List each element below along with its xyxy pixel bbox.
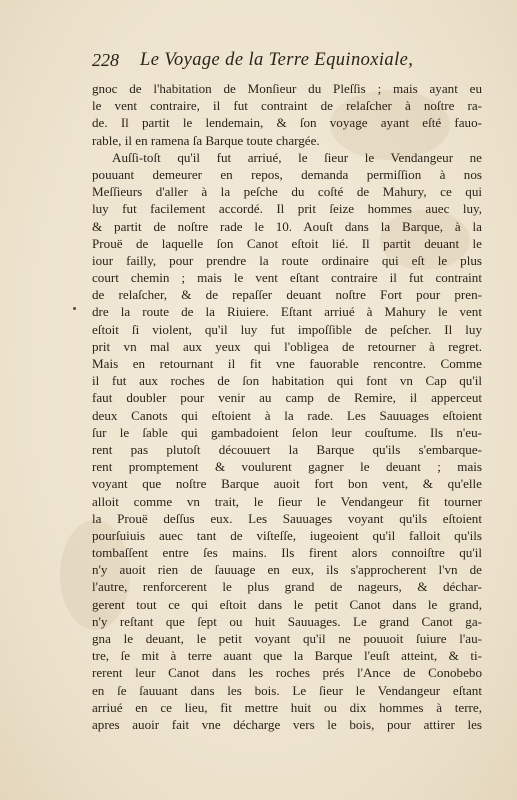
text-line: & partit de noſtre rade le 10. Aouſt dans la Barque, à la xyxy=(92,218,482,234)
text-line: le vent contraire, il fut contraint de relaſcher à noſtre ra- xyxy=(92,98,482,114)
text-line: ſur le ſable qui gambadoient ſelon leur couſtume. Ils n'eu- xyxy=(92,424,482,440)
text-line: eſtoit ſi violent, qu'il luy fut impoſſible de peſcher. Il luy xyxy=(92,321,482,337)
text-line: rerent leur Canot dans les roches prés l'Ance de Conobebo xyxy=(92,665,482,681)
text-line: apres auoir fait vne décharge vers le bois, pour attirer les xyxy=(92,716,482,732)
text-line: Prouë de laquelle ſon Canot eſtoit lié. Il partit deuant le xyxy=(92,235,482,251)
text-line: prit vn mal aux yeux qui l'obligea de retourner à regret. xyxy=(92,338,482,354)
text-line: Auſſi-toſt qu'il fut arriué, le ſieur le Vendangeur ne xyxy=(112,149,482,165)
page-header xyxy=(92,50,492,76)
text-line: n'y auoit rien de ſauuage en eux, ils s'approcherent l'vn de xyxy=(92,562,482,578)
text-line: rent promptement & voulurent gagner le deuant ; mais xyxy=(92,459,482,475)
text-line: luy fut facilement accordé. Il prit ſeize hommes auec luy, xyxy=(92,201,482,217)
text-line: il fut aux roches de ſon habitation qui font vn Cap qu'il xyxy=(92,373,482,389)
text-line: court chemin ; mais le vent eſtant contraire il fut contraint xyxy=(92,270,482,286)
text-line: en ſe ſauuant dans les bois. Le ſieur le Vendangeur eſtant xyxy=(92,682,482,698)
body-text xyxy=(92,80,482,733)
margin-mark xyxy=(73,307,76,310)
text-line: la Prouë deſſus eux. Les Sauuages voyant qu'ils eſtoient xyxy=(92,510,482,526)
text-line: deux Canots qui eſtoient à la rade. Les Sauuages eſtoient xyxy=(92,407,482,423)
text-line: rable, il en ramena ſa Barque toute chargée. xyxy=(92,132,320,148)
text-line: Mais en retournant il fit vne fauorable rencontre. Comme xyxy=(92,356,482,371)
text-line: n'y reſtant que ſept ou huit Sauuages. Le grand Canot ga- xyxy=(92,613,482,629)
text-line: alloit comme vn trait, le ſieur le Vendangeur fit tourner xyxy=(92,493,482,509)
text-line: de relaſcher, & de repaſſer deuant noſtre Fort pour pren- xyxy=(92,287,482,303)
text-line: gnoc de l'habitation de Monſieur du Pleſſis ; mais ayant eu xyxy=(92,81,482,96)
text-line: l'autre, renforcerent le plus grand de nageurs, & déchar- xyxy=(92,579,482,595)
text-line: faut doubler pour venir au camp de Remire, il apperceut xyxy=(92,390,482,406)
text-line: gerent tout ce qui eſtoit dans le petit Canot dans le grand, xyxy=(92,596,482,612)
text-line: iour failly, pour prendre la route ordinaire qui eſt le plus xyxy=(92,252,482,268)
text-line: tombaſſent entre ſes mains. Ils firent alors connoiſtre qu'il xyxy=(92,545,482,561)
text-line: voyant que noſtre Barque auoit fort bon vent, & qu'elle xyxy=(92,476,482,492)
text-line: dre la route de la Riuiere. Eſtant arriué à Mahury le vent xyxy=(92,304,482,320)
text-line: Meſſieurs d'aller à la peſche du coſté de Mahury, ce qui xyxy=(92,184,482,200)
text-line: arriué en ce lieu, fit mettre huit ou dix hommes à terre, xyxy=(92,699,482,715)
text-line: de. Il partit le lendemain, & ſon voyage ayant eſté fauo- xyxy=(92,115,482,131)
text-line: pouuant demeurer en repos, demanda permiſſion à nos xyxy=(92,166,482,182)
text-line: tre, ſe mit à terre auant que la Barque l'euſt atteint, & ti- xyxy=(92,648,482,664)
text-line: pourſuiuis auec tant de viſteſſe, iugeoient qu'il falloit qu'ils xyxy=(92,527,482,543)
text-line: gna le deuant, le petit voyant qu'il ne pouuoit ſuiure l'au- xyxy=(92,631,482,646)
running-title: Le Voyage de la Terre Equinoxiale, xyxy=(140,50,414,70)
text-line: rent pas plutoſt découuert la Barque qu'ils s'embarque- xyxy=(92,441,482,457)
page-number: 228 xyxy=(92,50,119,70)
